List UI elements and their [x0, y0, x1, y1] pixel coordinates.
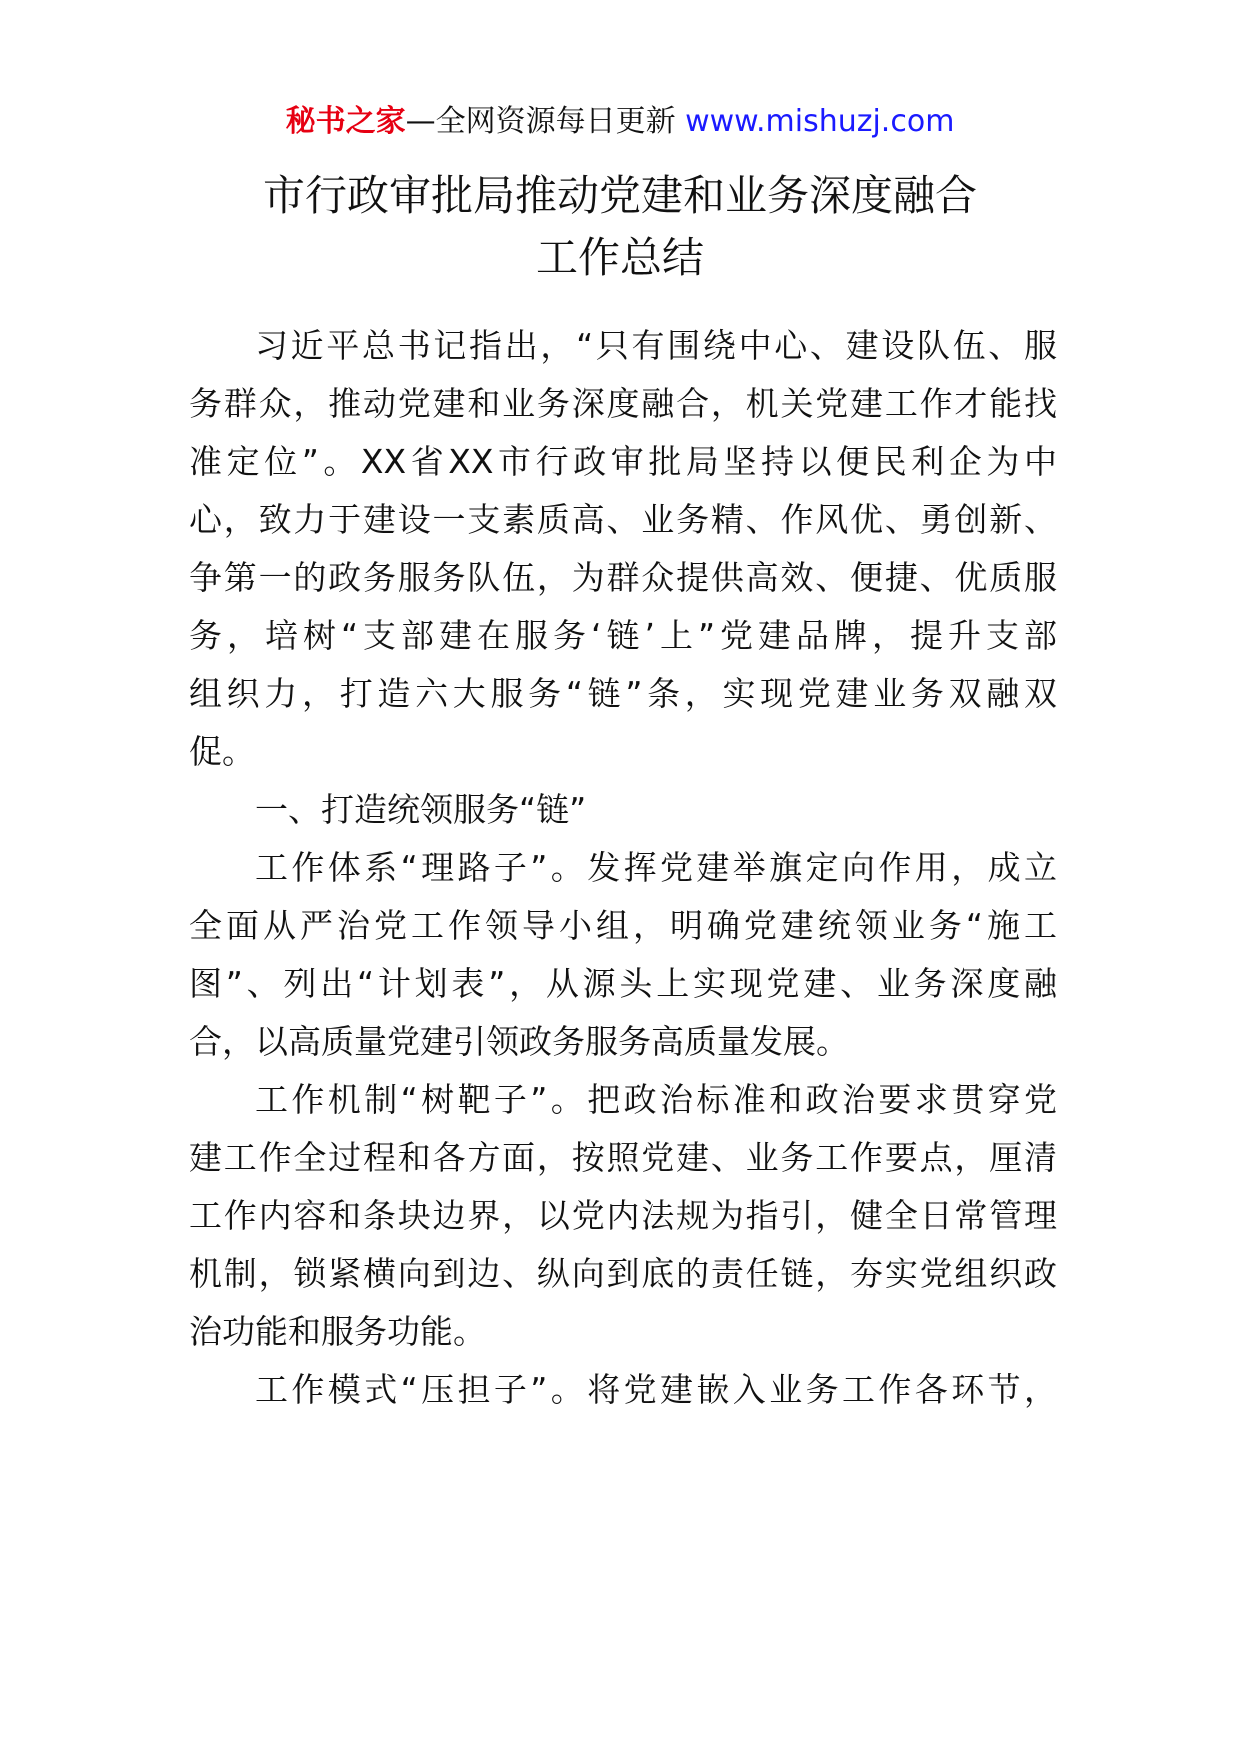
body-line: 机制，锁紧横向到边、纵向到底的责任链，夯实党组织政: [189, 1254, 1057, 1293]
body-line: 争第一的政务服务队伍，为群众提供高效、便捷、优质服: [189, 558, 1057, 597]
body-line: 准定位”。XX省XX市行政审批局坚持以便民利企为中: [189, 442, 1057, 481]
body-line: 促。: [189, 732, 255, 771]
site-url[interactable]: www.mishuzj.com: [675, 104, 955, 139]
body-line: 心，致力于建设一支素质高、业务精、作风优、勇创新、: [189, 500, 1057, 539]
section-heading: 一、打造统领服务“链”: [255, 790, 587, 829]
document-title-line-1: 市行政审批局推动党建和业务深度融合: [262, 171, 977, 220]
body-line: 图”、列出“计划表”，从源头上实现党建、业务深度融: [189, 964, 1057, 1003]
body-line: 务群众，推动党建和业务深度融合，机关党建工作才能找: [189, 384, 1057, 423]
body-line: 建工作全过程和各方面，按照党建、业务工作要点，厘清: [189, 1138, 1057, 1177]
body-line: 全面从严治党工作领导小组，明确党建统领业务“施工: [189, 906, 1057, 945]
body-line: 工作内容和条块边界，以党内法规为指引，健全日常管理: [189, 1196, 1057, 1235]
body-line: 组织力，打造六大服务“链”条，实现党建业务双融双: [189, 674, 1057, 713]
body-line: 合，以高质量党建引领政务服务高质量发展。: [189, 1022, 849, 1061]
body-line: 工作机制“树靶子”。把政治标准和政治要求贯穿党: [255, 1080, 1057, 1119]
body-line: 务，培树“支部建在服务‘链’上”党建品牌，提升支部: [189, 616, 1057, 655]
body-line: 工作体系“理路子”。发挥党建举旗定向作用，成立: [255, 848, 1057, 887]
site-brand: 秘书之家: [285, 104, 406, 139]
site-banner: [0, 102, 1240, 142]
site-slogan: —全网资源每日更新: [405, 104, 676, 139]
body-line: 习近平总书记指出，“只有围绕中心、建设队伍、服: [255, 326, 1057, 365]
document-title-line-2: 工作总结: [535, 233, 704, 282]
body-line: 工作模式“压担子”。将党建嵌入业务工作各环节，: [255, 1370, 1057, 1409]
body-line: 治功能和服务功能。: [189, 1312, 486, 1351]
